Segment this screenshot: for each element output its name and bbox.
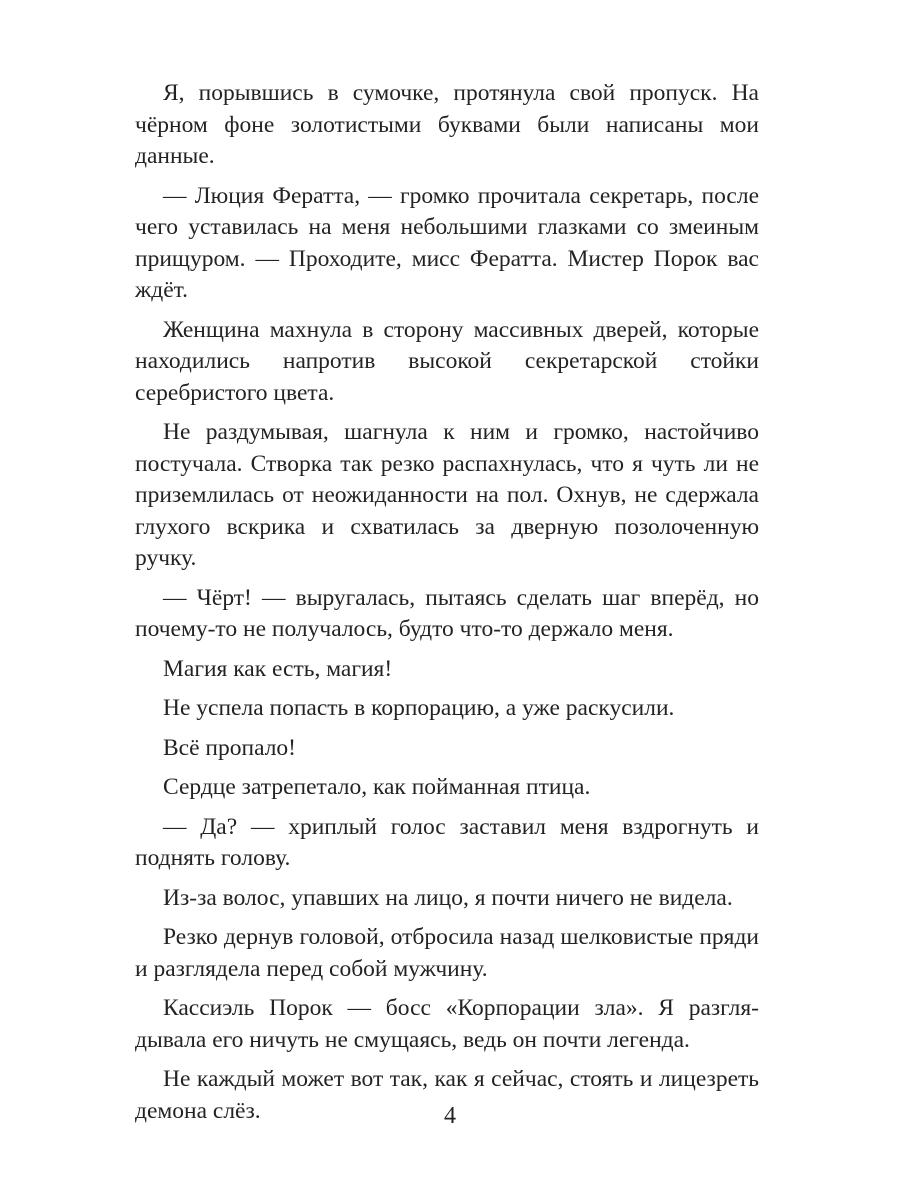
paragraph: — Чёрт! — выругалась, пытаясь сделать шаг вперёд, но почему-то не получалось, будто что-то держало меня. [135, 584, 759, 642]
paragraph: Из-за волос, упавших на лицо, я почти ничего не видела. [163, 884, 733, 911]
paragraph: Не успела попасть в корпорацию, а уже раскусили. [163, 695, 675, 721]
paragraph: Не каждый может вот так, как я сейчас, стоять и лицезреть демона слёз. [135, 1066, 759, 1124]
paragraph: — Да? — хриплый голос заставил меня вздрогнуть и поднять голову. [135, 813, 759, 871]
body-text [135, 78, 759, 1135]
paragraph: Резко дернув головой, отбросила назад шелковистые пряди и разглядела перед собой мужчину. [135, 924, 759, 982]
paragraph: Женщина махнула в сторону массивных дверей, которые находились напротив высокой секретарской стойки серебристого цвета. [135, 316, 759, 406]
paragraph: Кассиэль Порок — босс «Корпорации зла». Я разглядывала его ничуть не смущаясь, ведь он почти легенда. [135, 995, 759, 1053]
paragraph: Сердце затрепетало, как пойманная птица. [163, 774, 591, 800]
paragraph: Не раздумывая, шагнула к ним и громко, настойчиво постучала. Створка так резко распахнулась, что я чуть ли не приземлилась от неожиданности на пол. Охнув, не сдержала глухого вскрика и схватилась за дверную позолоченную ручку. [135, 419, 759, 571]
paragraph: Магия как есть, магия! [163, 655, 393, 682]
paragraph: Я, порывшись в сумочке, протянула свой пропуск. На чёрном фоне золотистыми буквами были написаны мои данные. [135, 80, 759, 169]
paragraph: Всё пропало! [163, 734, 297, 761]
page-number: 4 [444, 1103, 456, 1129]
paragraph: — Люция Фератта, — громко прочитала секретарь, после чего уставилась на меня небольшими глазками со змеиным прищуром. — Проходите, мисс Фератта. Мистер Порок вас ждёт. [135, 182, 759, 303]
